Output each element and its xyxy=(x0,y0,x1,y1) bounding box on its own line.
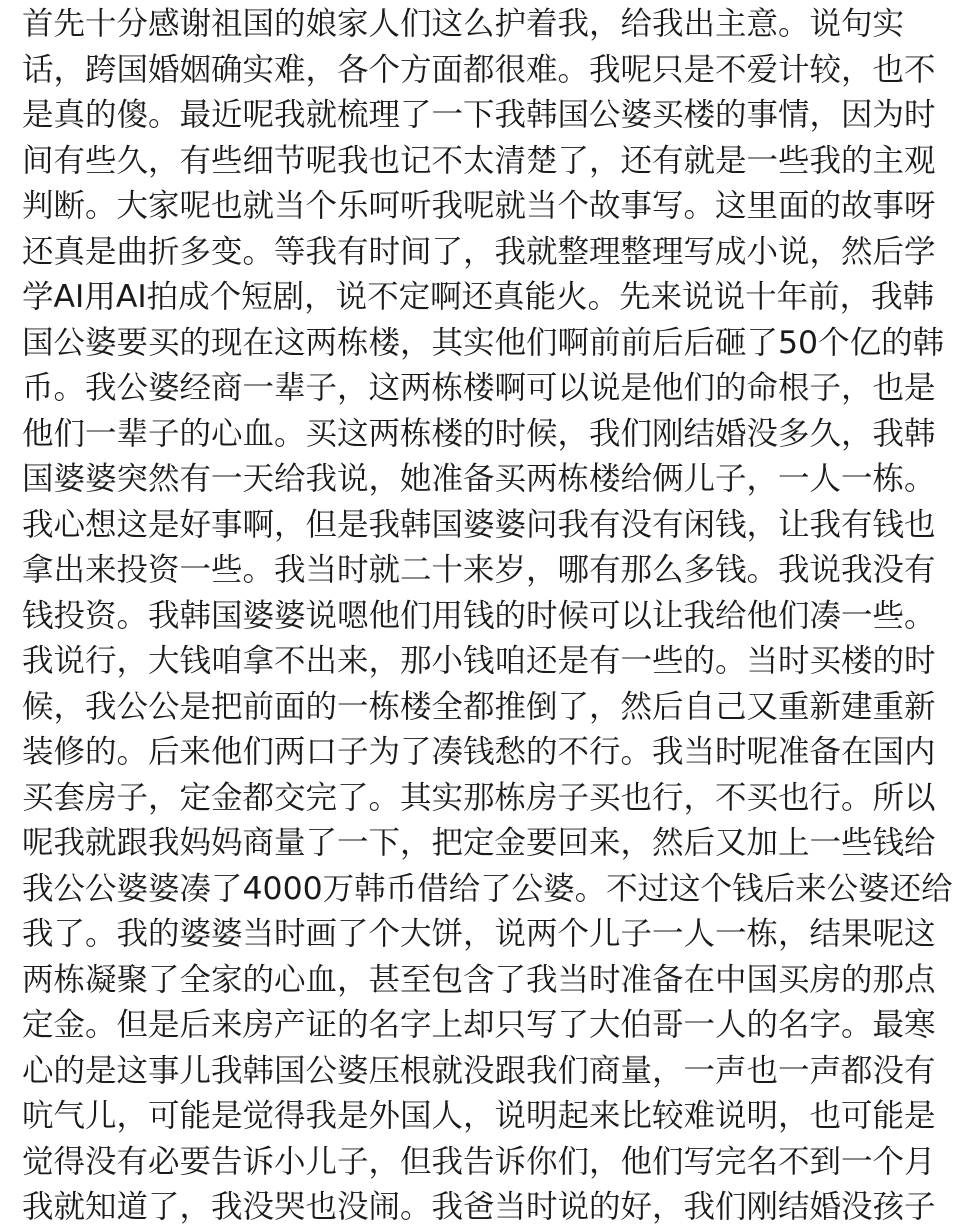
text-line: 币。我公婆经商一辈子，这两栋楼啊可以说是他们的命根子，也是 xyxy=(22,370,936,406)
text-line: 拿出来投资一些。我当时就二十来岁，哪有那么多钱。我说我没有 xyxy=(22,552,936,588)
text-line: 觉得没有必要告诉小儿子，但我告诉你们，他们写完名不到一个月 xyxy=(22,1143,936,1180)
text-line: 还真是曲折多变。等我有时间了，我就整理整理写成小说，然后学 xyxy=(22,233,936,270)
text-line: 吭气儿，可能是觉得我是外国人，说明起来比较难说明，也可能是 xyxy=(22,1098,936,1134)
text-line: 钱投资。我韩国婆婆说嗯他们用钱的时候可以让我给他们凑一些。 xyxy=(22,597,936,634)
text-line: 国婆婆突然有一天给我说，她准备买两栋楼给俩儿子，一人一栋。 xyxy=(22,461,936,497)
text-line: 我心想这是好事啊，但是我韩国婆婆问我有没有闲钱，让我有钱也 xyxy=(22,506,936,543)
text-line: 学AI用AI拍成个短剧，说不定啊还真能火。先来说说十年前，我韩 xyxy=(22,279,935,315)
text-line: 是真的傻。最近呢我就梳理了一下我韩国公婆买楼的事情，因为时 xyxy=(22,97,936,133)
text-line: 呢我就跟我妈妈商量了一下，把定金要回来，然后又加上一些钱给 xyxy=(22,825,936,861)
text-line: 两栋凝聚了全家的心血，甚至包含了我当时准备在中国买房的那点 xyxy=(22,961,936,998)
text-line: 我就知道了，我没哭也没闹。我爸当时说的好，我们刚结婚没孩子 xyxy=(22,1189,936,1225)
text-line: 判断。大家呢也就当个乐呵听我呢就当个故事写。这里面的故事呀 xyxy=(22,188,936,224)
text-line: 间有些久，有些细节呢我也记不太清楚了，还有就是一些我的主观 xyxy=(22,142,936,179)
text-line: 他们一辈子的心血。买这两栋楼的时候，我们刚结婚没多久，我韩 xyxy=(22,415,936,452)
text-line: 话，跨国婚姻确实难，各个方面都很难。我呢只是不爱计较，也不 xyxy=(22,51,936,88)
text-line: 心的是这事儿我韩国公婆压根就没跟我们商量，一声也一声都没有 xyxy=(22,1052,936,1089)
text-line: 定金。但是后来房产证的名字上却只写了大伯哥一人的名字。最寒 xyxy=(22,1007,936,1043)
text-line: 候，我公公是把前面的一栋楼全都推倒了，然后自己又重新建重新 xyxy=(22,688,936,725)
text-line: 装修的。后来他们两口子为了凑钱愁的不行。我当时呢准备在国内 xyxy=(22,734,936,770)
text-line: 买套房子，定金都交完了。其实那栋房子买也行，不买也行。所以 xyxy=(22,779,936,816)
text-line: 首先十分感谢祖国的娘家人们这么护着我，给我出主意。说句实 xyxy=(22,6,905,42)
text-line: 我公公婆婆凑了4000万韩币借给了公婆。不过这个钱后来公婆还给 xyxy=(22,870,953,907)
document-body xyxy=(22,2,953,1231)
text-line: 我说行，大钱咱拿不出来，那小钱咱还是有一些的。当时买楼的时 xyxy=(22,643,936,679)
text-line: 我了。我的婆婆当时画了个大饼，说两个儿子一人一栋，结果呢这 xyxy=(22,916,936,952)
text-line: 国公婆要买的现在这两栋楼，其实他们啊前前后后砸了50个亿的韩 xyxy=(22,324,945,361)
